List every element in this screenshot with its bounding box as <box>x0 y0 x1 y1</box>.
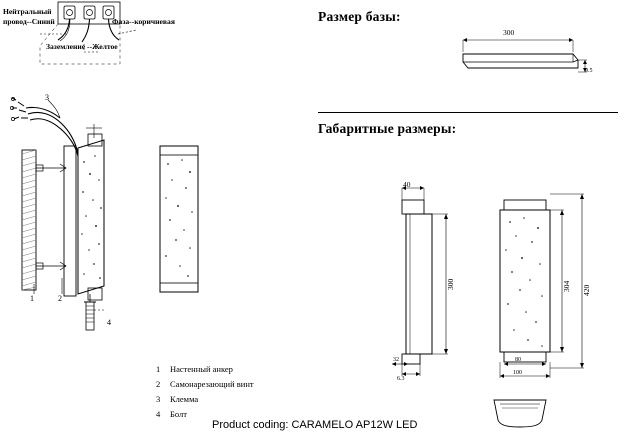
legend-item-number: 4 <box>156 409 161 419</box>
dim-top-width: 40 <box>403 180 411 189</box>
legend-item-label: Болт <box>170 409 187 419</box>
legend-item <box>156 364 336 379</box>
label-phase-wire: Фаза--коричневая <box>112 17 175 26</box>
callout-3: 3 <box>45 93 49 102</box>
bottom-cap-detail <box>490 398 570 432</box>
base-size-drawing <box>455 28 605 88</box>
callout-2: 2 <box>58 294 62 303</box>
dim-front-inner-width: 80 <box>515 357 521 363</box>
label-ground-wire: Заземление --Желтое <box>46 42 118 51</box>
overall-front-view <box>490 178 620 388</box>
section-heading-base-size: Размер базы: <box>318 9 401 24</box>
legend-item-number: 1 <box>156 364 161 374</box>
legend-item <box>156 379 336 394</box>
label-neutral-wire-line2: провод--Синий <box>3 17 55 26</box>
legend-list <box>156 364 336 424</box>
dim-front-height: 304 <box>562 280 571 292</box>
legend-item-label: Клемма <box>170 394 199 404</box>
callout-4: 4 <box>107 318 111 327</box>
product-code: Product coding: CARAMELO AP12W LED <box>212 419 418 431</box>
legend-item-label: Настенный анкер <box>170 364 233 374</box>
legend-item-number: 3 <box>156 394 161 404</box>
dim-base-thickness: 9.5 <box>585 68 593 74</box>
section-divider <box>318 112 618 113</box>
dim-front-total-height: 420 <box>582 284 591 296</box>
legend-item <box>156 394 336 409</box>
callout-1: 1 <box>30 294 34 303</box>
dim-front-outer-width: 100 <box>513 370 522 376</box>
legend-item-label: Самонарезающий винт <box>170 379 254 389</box>
label-neutral-wire-line1: Нейтральный <box>3 7 52 16</box>
assembly-drawing <box>0 88 220 348</box>
dim-base-length: 300 <box>503 28 515 37</box>
dim-foot-depth: 6.3 <box>397 376 405 382</box>
dim-foot-width: 32 <box>393 357 399 363</box>
legend-item-number: 2 <box>156 379 161 389</box>
section-heading-overall-size: Габаритные размеры: <box>318 121 457 136</box>
dim-body-height: 300 <box>446 278 455 290</box>
